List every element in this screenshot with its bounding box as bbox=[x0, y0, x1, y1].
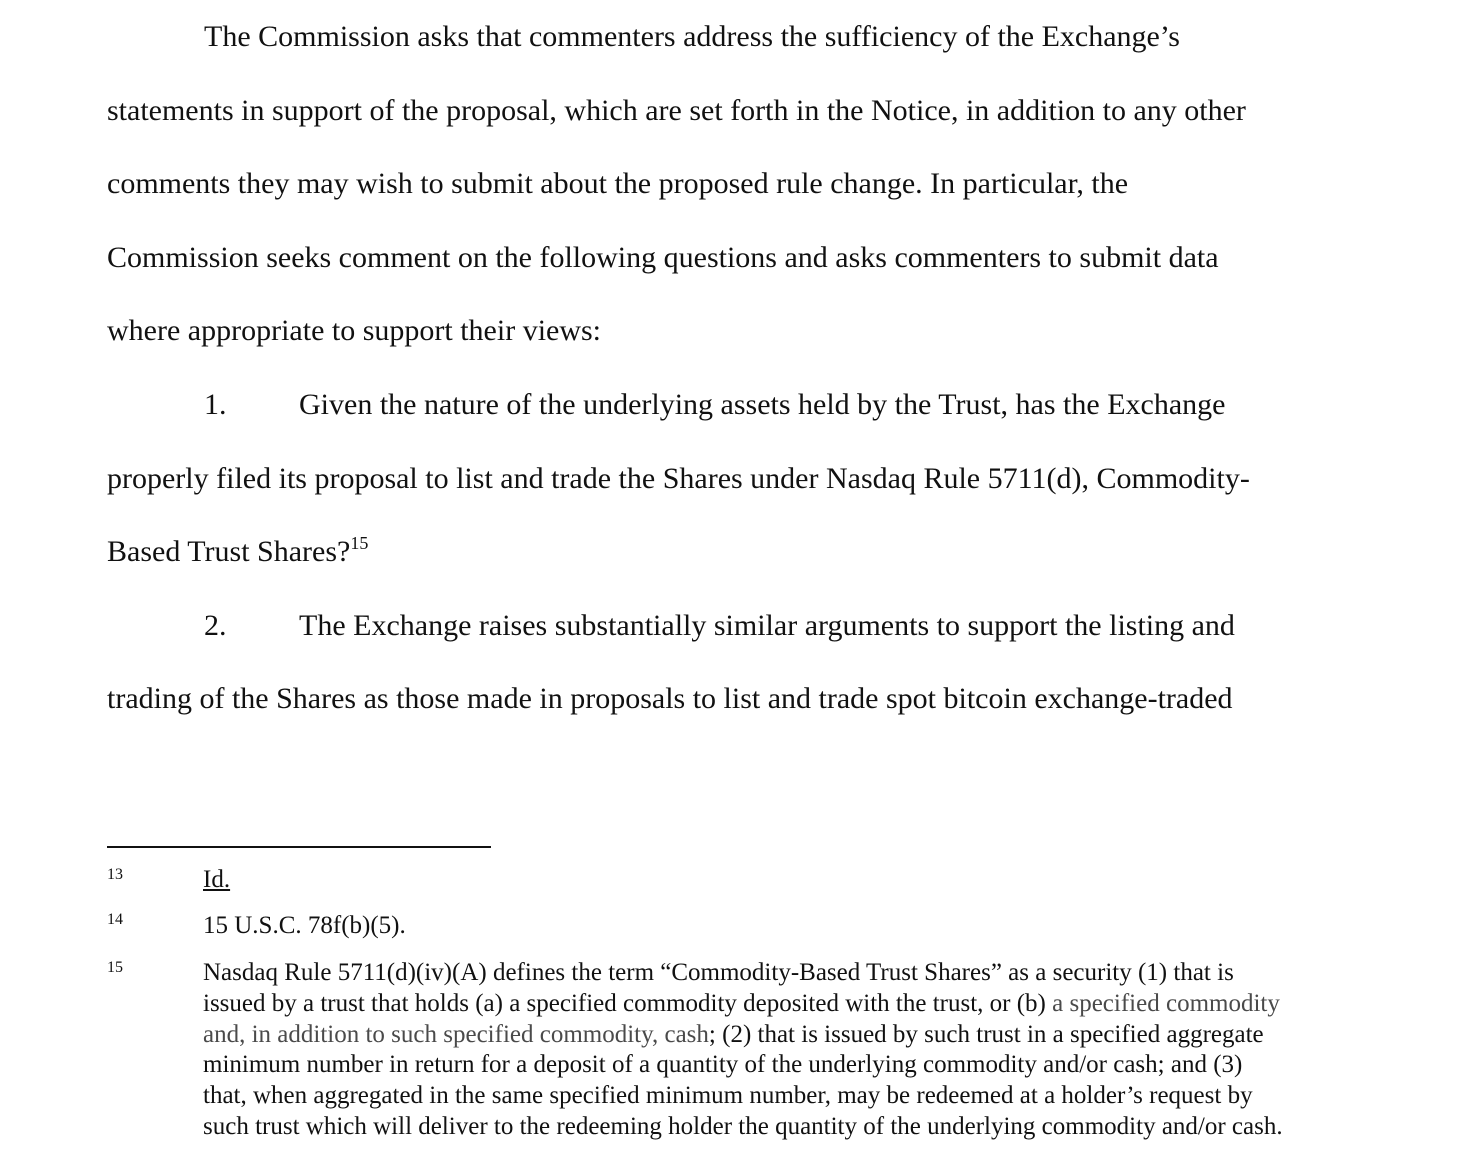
footnote-14-text: 15 U.S.C. 78f(b)(5). bbox=[203, 912, 406, 939]
question-1-number: 1. bbox=[204, 388, 227, 421]
footnote-15-line-6: such trust which will deliver to the redeeming holder the quantity of the underlying commodity and/or cash. bbox=[203, 1113, 1283, 1140]
footnote-14-number: 14 bbox=[107, 911, 123, 928]
question-1-line-3-text: Based Trust Shares? bbox=[107, 535, 351, 568]
footnote-separator bbox=[107, 846, 491, 848]
question-1-line-2: properly filed its proposal to list and trade the Shares under Nasdaq Rule 5711(d), Commodity- bbox=[107, 462, 1250, 495]
question-1-line-1: Given the nature of the underlying assets held by the Trust, has the Exchange bbox=[299, 388, 1226, 421]
footnote-13-text[interactable]: Id. bbox=[203, 866, 231, 893]
footnote-15-line-3b: ; (2) that is issued by such trust in a specified aggregate bbox=[708, 1021, 1264, 1048]
question-2-number: 2. bbox=[204, 609, 227, 642]
footnote-15-line-5: that, when aggregated in the same specified minimum number, may be redeemed at a holder’s request by bbox=[203, 1082, 1253, 1109]
footnote-15-line-2a: issued by a trust that holds (a) a specified commodity deposited with the trust, or (b) bbox=[203, 990, 1053, 1017]
intro-line-1: The Commission asks that commenters address the sufficiency of the Exchange’s bbox=[204, 20, 1180, 53]
footnote-15-line-2 bbox=[203, 988, 1280, 1019]
question-1-line-3 bbox=[107, 534, 368, 570]
intro-line-5: where appropriate to support their views: bbox=[107, 314, 602, 347]
footnote-15-line-1: Nasdaq Rule 5711(d)(iv)(A) defines the term “Commodity-Based Trust Shares” as a security (1) that is bbox=[203, 959, 1234, 986]
footnote-15-number: 15 bbox=[107, 959, 123, 976]
footnote-15-line-3a: and, in addition to such specified commodity, cash bbox=[203, 1021, 709, 1048]
footnote-ref-15[interactable]: 15 bbox=[350, 533, 369, 553]
footnote-15-line-4: minimum number in return for a deposit of a quantity of the underlying commodity and/or cash; and (3) bbox=[203, 1051, 1243, 1078]
intro-line-2: statements in support of the proposal, which are set forth in the Notice, in addition to any other bbox=[107, 94, 1246, 127]
question-2-line-2: trading of the Shares as those made in proposals to list and trade spot bitcoin exchange-traded bbox=[107, 682, 1233, 715]
intro-line-4: Commission seeks comment on the following questions and asks commenters to submit data bbox=[107, 241, 1219, 274]
question-2-line-1: The Exchange raises substantially similar arguments to support the listing and bbox=[299, 609, 1235, 642]
footnote-13-number: 13 bbox=[107, 866, 123, 883]
intro-line-3: comments they may wish to submit about the proposed rule change. In particular, the bbox=[107, 167, 1129, 200]
footnote-15-line-2b: a specified commodity bbox=[1052, 990, 1280, 1017]
footnote-15-line-3 bbox=[203, 1019, 1264, 1050]
